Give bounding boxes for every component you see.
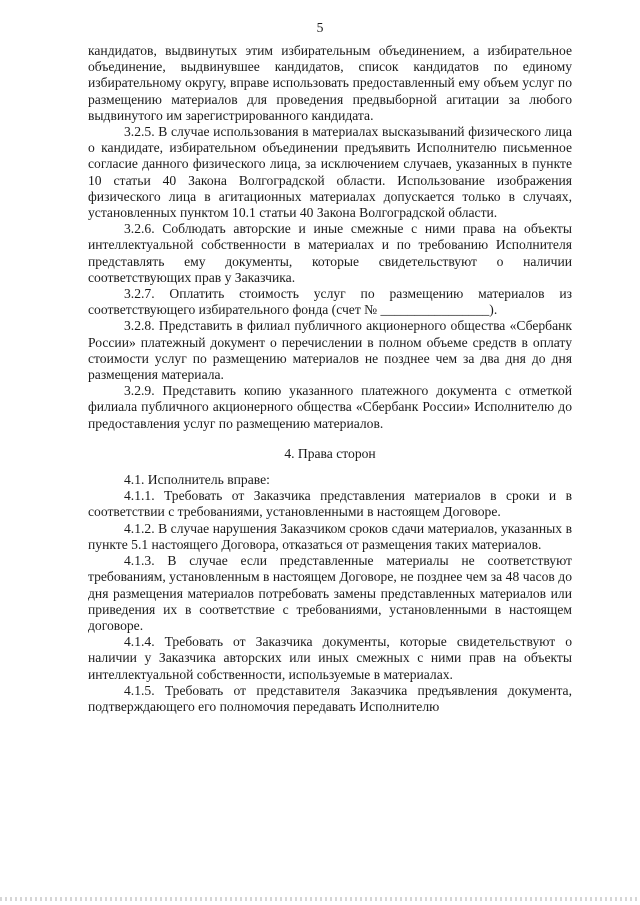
clause-3-2-9: 3.2.9. Представить копию указанного платежного документа с отметкой филиала публичного акционерного общества «Сбербанк России» Исполнителю до предоставления услуг по размещению материалов. xyxy=(88,383,572,431)
clause-4-1-1: 4.1.1. Требовать от Заказчика представления материалов в сроки и в соответствии с требованиями, установленными в настоящем Договоре. xyxy=(88,488,572,520)
section-4-title: 4. Права сторон xyxy=(284,445,376,461)
clause-3-2-5: 3.2.5. В случае использования в материалах высказываний физического лица о кандидате, избирательном объединении предъявить Исполнителю письменное согласие данного физического лица, за исключением случаев, указанных в пункте 10 статьи 40 Закона Волгоградской области. Использование изображения физического лица в агитационных материалах допускается только в случаях, установленных пунктом 10.1 статьи 40 Закона Волгоградской области. xyxy=(88,124,572,221)
page-number: 5 xyxy=(316,20,324,35)
clause-3-2-6: 3.2.6. Соблюдать авторские и иные смежные с ними права на объекты интеллектуальной собственности в материалах и по требованию Исполнителя представлять ему документы, которые свидетельствуют о наличии соответствующих прав у Заказчика. xyxy=(88,221,572,285)
scan-artifact-line xyxy=(0,897,640,901)
clause-3-2-7: 3.2.7. Оплатить стоимость услуг по размещению материалов из соответствующего избирательного фонда (счет № ________________). xyxy=(88,286,572,318)
lead-paragraph: кандидатов, выдвинутых этим избирательным объединением, а избирательное объединение, выдвинувшее кандидатов, список кандидатов по единому избирательному округу, вправе использовать предоставленный ему объем услуг по размещению материалов для проведения предвыборной агитации за любого выдвинутого им зарегистрированного кандидата. xyxy=(88,43,572,123)
clause-4-1-2: 4.1.2. В случае нарушения Заказчиком сроков сдачи материалов, указанных в пункте 5.1 настоящего Договора, отказаться от размещения таких материалов. xyxy=(88,520,572,552)
clause-4-1-5: 4.1.5. Требовать от представителя Заказчика предъявления документа, подтверждающего его полномочия передавать Исполнителю xyxy=(88,682,572,714)
document-body xyxy=(88,43,572,715)
clause-3-2-8: 3.2.8. Представить в филиал публичного акционерного общества «Сбербанк России» платежный документ о перечислении в полном объеме средств в оплату стоимости услуг по размещению материалов не позднее чем за два дня до дня размещения материала. xyxy=(88,318,572,383)
clause-4-1: 4.1. Исполнитель вправе: xyxy=(124,472,270,488)
clause-4-1-3: 4.1.3. В случае если представленные материалы не соответствуют требованиям, установленным в настоящем Договоре, не позднее чем за 48 часов до дня размещения материалов потребовать замены представленных материалов или приведения их в соответствие с требованиями, установленными в настоящем договоре. xyxy=(88,553,572,633)
clause-4-1-4: 4.1.4. Требовать от Заказчика документы, которые свидетельствуют о наличии у Заказчика авторских или иных смежных с ними прав на объекты интеллектуальной собственности, используемые в материалах. xyxy=(88,634,572,682)
